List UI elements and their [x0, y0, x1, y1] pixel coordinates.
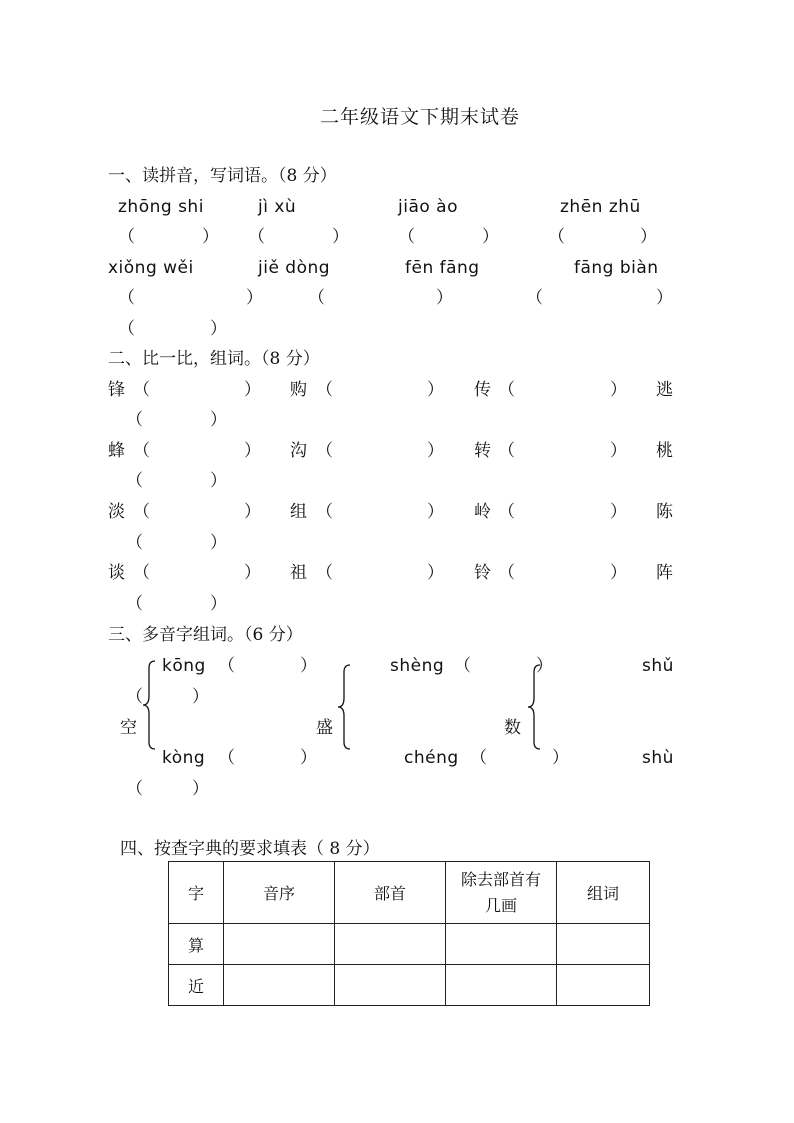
char: 锋 — [108, 380, 125, 400]
char: 铃 — [474, 563, 491, 583]
paren: （ — [498, 441, 515, 461]
paren: （ — [498, 563, 515, 583]
paren: ） — [552, 748, 569, 768]
paren: ） — [244, 380, 261, 400]
s1-rp: ） — [202, 227, 219, 247]
row-char: 算 — [169, 924, 224, 965]
s1-rp: ） — [482, 227, 499, 247]
paren: ） — [610, 441, 627, 461]
cell-zuci[interactable] — [557, 965, 650, 1006]
polyphone-char: 盛 — [316, 718, 333, 738]
dictionary-table — [168, 861, 650, 1006]
paren: （ — [133, 380, 150, 400]
cell-bushou[interactable] — [335, 965, 446, 1006]
paren: ） — [300, 748, 317, 768]
paren: （ — [133, 502, 150, 522]
brace-icon — [526, 664, 542, 750]
paren: （ — [498, 502, 515, 522]
paren: ） — [427, 441, 444, 461]
s1-rp: ） — [656, 288, 673, 308]
char: 组 — [290, 502, 307, 522]
char: 淡 — [108, 502, 125, 522]
s1-rp: ） — [210, 319, 227, 339]
paren: （ — [126, 594, 143, 614]
char: 传 — [474, 380, 491, 400]
pinyin-7: fēn fāng — [405, 258, 480, 278]
paren: （ — [218, 656, 235, 676]
polyphone-char: 空 — [120, 718, 137, 738]
pinyin-shu4: shù — [642, 748, 674, 768]
pinyin-8: fāng biàn — [574, 258, 659, 278]
char: 祖 — [290, 563, 307, 583]
char: 桃 — [656, 441, 673, 461]
paren: ） — [244, 502, 261, 522]
paren: ） — [244, 563, 261, 583]
header-yinxu: 音序 — [224, 862, 335, 924]
paren: ） — [427, 502, 444, 522]
char: 逃 — [656, 380, 673, 400]
paren: ） — [210, 594, 227, 614]
cell-bushou[interactable] — [335, 924, 446, 965]
char: 转 — [474, 441, 491, 461]
paren: （ — [454, 656, 471, 676]
pinyin-2: jì xù — [258, 197, 297, 217]
s1-lp: （ — [398, 227, 415, 247]
pinyin-3: jiāo ào — [398, 197, 458, 217]
paren: （ — [316, 502, 333, 522]
brace-icon — [336, 664, 352, 750]
paren: （ — [316, 441, 333, 461]
cell-yinxu[interactable] — [224, 924, 335, 965]
cell-strokes[interactable] — [446, 965, 557, 1006]
s1-rp: ） — [332, 227, 349, 247]
cell-strokes[interactable] — [446, 924, 557, 965]
paren: ） — [427, 563, 444, 583]
paren: ） — [210, 533, 227, 553]
s1-rp: ） — [436, 288, 453, 308]
paren: ） — [610, 380, 627, 400]
char: 购 — [290, 380, 307, 400]
paren: （ — [498, 380, 515, 400]
s1-lp: （ — [118, 288, 135, 308]
s1-lp: （ — [118, 319, 135, 339]
paren: （ — [133, 441, 150, 461]
paren: （ — [470, 748, 487, 768]
paren: （ — [218, 748, 235, 768]
paren: （ — [126, 533, 143, 553]
char: 沟 — [290, 441, 307, 461]
pinyin-4: zhēn zhū — [560, 197, 641, 217]
pinyin-shu3: shǔ — [642, 656, 674, 676]
table-header-row — [169, 862, 650, 924]
pinyin-1: zhōng shi — [118, 197, 204, 217]
char: 蜂 — [108, 441, 125, 461]
cell-zuci[interactable] — [557, 924, 650, 965]
polyphone-char: 数 — [504, 718, 521, 738]
paren: （ — [126, 410, 143, 430]
pinyin-6: jiě dòng — [258, 258, 331, 278]
paren: （ — [133, 563, 150, 583]
header-strokes-line2: 几画 — [484, 895, 517, 915]
page-title: 二年级语文下期末试卷 — [320, 106, 521, 128]
cell-yinxu[interactable] — [224, 965, 335, 1006]
paren: ） — [536, 656, 553, 676]
s1-lp: （ — [526, 288, 543, 308]
section3-heading: 三、多音字组词。（6 分） — [108, 625, 303, 645]
char: 陈 — [656, 502, 673, 522]
s1-lp: （ — [248, 227, 265, 247]
paren: ） — [300, 656, 317, 676]
brace-icon — [141, 660, 157, 750]
table-row — [169, 924, 650, 965]
paren: ） — [192, 779, 209, 799]
s1-lp: （ — [308, 288, 325, 308]
char: 岭 — [474, 502, 491, 522]
paren: ） — [210, 471, 227, 491]
paren: （ — [126, 471, 143, 491]
section2-heading: 二、比一比，组词。（8 分） — [108, 349, 320, 369]
section1-heading: 一、读拼音，写词语。（8 分） — [108, 166, 337, 186]
pinyin-5: xiǒng wěi — [108, 258, 194, 278]
paren: （ — [316, 563, 333, 583]
header-strokes — [446, 862, 557, 924]
header-strokes-line1: 除去部首有 — [460, 869, 541, 889]
paren: ） — [244, 441, 261, 461]
paren: ） — [210, 410, 227, 430]
paren: ） — [610, 563, 627, 583]
pinyin-cheng: chéng — [404, 748, 459, 768]
section4-heading: 四、按查字典的要求填表（ 8 分） — [120, 839, 380, 859]
char: 阵 — [656, 563, 673, 583]
table-row — [169, 965, 650, 1006]
header-zuci: 组词 — [557, 862, 650, 924]
paren: （ — [316, 380, 333, 400]
s1-rp: ） — [246, 288, 263, 308]
pinyin-sheng: shèng — [390, 656, 445, 676]
paren: ） — [192, 687, 209, 707]
s1-lp: （ — [118, 227, 135, 247]
pinyin-kong1: kōng — [162, 656, 206, 676]
header-bushou: 部首 — [335, 862, 446, 924]
s1-rp: ） — [640, 227, 657, 247]
paren: （ — [126, 687, 143, 707]
char: 谈 — [108, 563, 125, 583]
header-char: 字 — [169, 862, 224, 924]
paren: ） — [427, 380, 444, 400]
s1-lp: （ — [548, 227, 565, 247]
row-char: 近 — [169, 965, 224, 1006]
paren: （ — [126, 779, 143, 799]
pinyin-kong4: kòng — [162, 748, 206, 768]
paren: ） — [610, 502, 627, 522]
